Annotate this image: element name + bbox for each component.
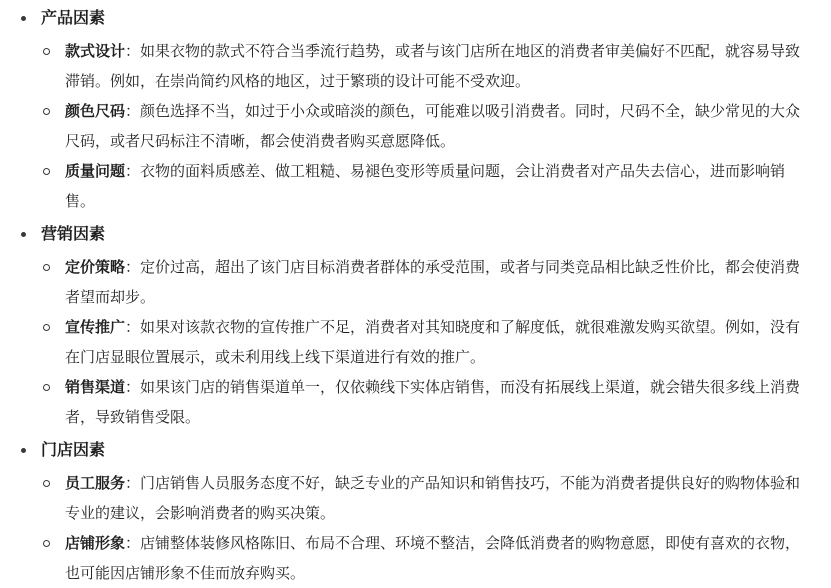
section-title: 营销因素 bbox=[41, 224, 106, 243]
section-heading bbox=[0, 0, 831, 36]
item-term: 宣传推广 bbox=[65, 318, 126, 336]
item-term: 员工服务 bbox=[65, 474, 126, 492]
item-term: 质量问题 bbox=[65, 162, 126, 180]
bullet-circle-icon bbox=[43, 48, 50, 55]
item-text: 店铺整体装修风格陈旧、布局不合理、环境不整洁，会降低消费者的购物意愿，即使有喜欢的衣物，也可能因店铺形象不佳而放弃购买。 bbox=[65, 534, 801, 582]
item-separator: ： bbox=[125, 102, 141, 120]
bullet-circle-icon bbox=[43, 480, 50, 487]
item-text: 衣物的面料质感差、做工粗糙、易褪色变形等质量问题，会让消费者对产品失去信心，进而影响销售。 bbox=[65, 162, 786, 210]
section-product-factors bbox=[0, 0, 831, 216]
item-separator: ： bbox=[125, 42, 141, 60]
section-title: 产品因素 bbox=[41, 8, 106, 27]
bullet-disc-icon bbox=[21, 16, 26, 21]
section-heading bbox=[0, 216, 831, 252]
sub-list bbox=[0, 252, 831, 432]
bullet-disc-icon bbox=[21, 232, 26, 237]
item-term: 定价策略 bbox=[65, 258, 126, 276]
section-store-factors bbox=[0, 432, 831, 588]
list-item bbox=[0, 372, 831, 432]
section-heading bbox=[0, 432, 831, 468]
bullet-circle-icon bbox=[43, 108, 50, 115]
list-item bbox=[0, 36, 831, 96]
list-item bbox=[0, 156, 831, 216]
item-text: 如果对该款衣物的宣传推广不足，消费者对其知晓度和了解度低，就很难激发购买欲望。例如，没有在门店显眼位置展示，或未利用线上线下渠道进行有效的推广。 bbox=[65, 318, 801, 366]
item-term: 款式设计 bbox=[65, 42, 126, 60]
item-separator: ： bbox=[125, 534, 141, 552]
bullet-circle-icon bbox=[43, 540, 50, 547]
section-title: 门店因素 bbox=[41, 440, 106, 459]
item-separator: ： bbox=[125, 474, 141, 492]
item-term: 销售渠道 bbox=[65, 378, 126, 396]
bullet-disc-icon bbox=[21, 448, 26, 453]
item-text: 如果该门店的销售渠道单一，仅依赖线下实体店销售，而没有拓展线上渠道，就会错失很多线上消费者，导致销售受限。 bbox=[65, 378, 801, 426]
item-separator: ： bbox=[125, 258, 141, 276]
item-term: 颜色尺码 bbox=[65, 102, 126, 120]
item-separator: ： bbox=[125, 318, 141, 336]
bullet-circle-icon bbox=[43, 168, 50, 175]
sub-list bbox=[0, 468, 831, 588]
list-item bbox=[0, 96, 831, 156]
item-text: 如果衣物的款式不符合当季流行趋势，或者与该门店所在地区的消费者审美偏好不匹配，就容易导致滞销。例如，在崇尚简约风格的地区，过于繁琐的设计可能不受欢迎。 bbox=[65, 42, 801, 90]
item-text: 颜色选择不当，如过于小众或暗淡的颜色，可能难以吸引消费者。同时，尺码不全，缺少常见的大众尺码，或者尺码标注不清晰，都会使消费者购买意愿降低。 bbox=[65, 102, 801, 150]
item-separator: ： bbox=[125, 162, 141, 180]
bullet-circle-icon bbox=[43, 264, 50, 271]
item-term: 店铺形象 bbox=[65, 534, 126, 552]
list-item bbox=[0, 312, 831, 372]
list-item bbox=[0, 528, 831, 588]
item-separator: ： bbox=[125, 378, 141, 396]
list-item bbox=[0, 252, 831, 312]
list-item bbox=[0, 468, 831, 528]
item-text: 定价过高，超出了该门店目标消费者群体的承受范围，或者与同类竞品相比缺乏性价比，都会使消费者望而却步。 bbox=[65, 258, 801, 306]
bullet-circle-icon bbox=[43, 324, 50, 331]
item-text: 门店销售人员服务态度不好，缺乏专业的产品知识和销售技巧，不能为消费者提供良好的购物体验和专业的建议，会影响消费者的购买决策。 bbox=[65, 474, 801, 522]
bullet-circle-icon bbox=[43, 384, 50, 391]
section-marketing-factors bbox=[0, 216, 831, 432]
sub-list bbox=[0, 36, 831, 216]
